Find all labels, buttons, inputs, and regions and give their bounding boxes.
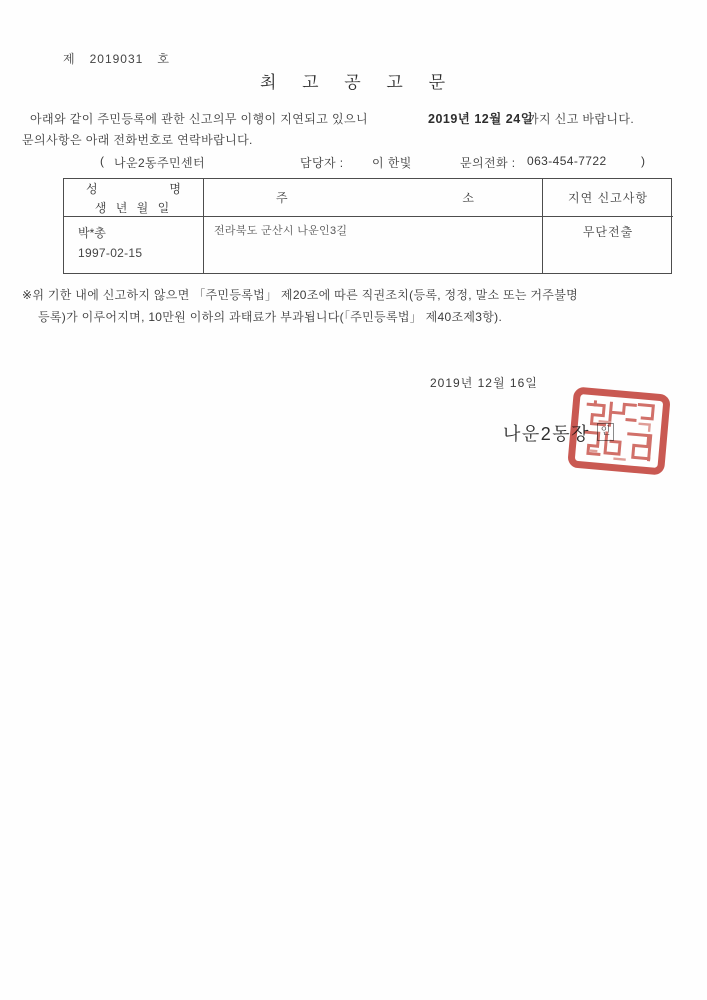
official-red-seal-stamp	[566, 385, 673, 477]
document-number-suffix: 호	[157, 52, 170, 66]
table-header-name-birth	[64, 179, 204, 217]
seal-placeholder-box: 인	[597, 423, 614, 441]
person-name: 박*총	[78, 226, 106, 240]
community-center-name: 나운2동주민센터	[114, 156, 206, 170]
table-cell-address: 전라북도 군산시 나운인3길	[204, 217, 543, 273]
signer-title: 나운2동장	[503, 424, 591, 444]
document-number-value: 2019031	[89, 52, 144, 66]
paren-open: (	[100, 154, 105, 168]
header-birthdate: 생 년 월 일	[94, 200, 173, 215]
table-header-delay-item: 지연 신고사항	[543, 179, 673, 217]
table-cell-delay-item: 무단전출	[582, 225, 634, 239]
document-number-prefix: 제	[63, 52, 76, 66]
intro-text-continued: 까지 신고 바랍니다.	[527, 112, 635, 126]
paren-close: )	[641, 154, 646, 168]
document-number	[63, 50, 170, 67]
inquiry-instruction: 문의사항은 아래 전화번호로 연락바랍니다.	[22, 133, 253, 147]
phone-number: 063-454-7722	[527, 154, 607, 168]
person-birthdate: 1997-02-15	[78, 246, 143, 260]
legal-note-line2: 등록)가 이루어지며, 10만원 이하의 과태료가 부과됩니다(「주민등록법」 제40조제3항).	[38, 310, 503, 324]
contact-line	[0, 154, 707, 172]
issue-date: 2019년 12월 16일	[430, 376, 538, 390]
phone-label: 문의전화 :	[460, 156, 516, 170]
header-name-right: 명	[169, 181, 181, 196]
header-name-left: 성	[86, 181, 98, 196]
legal-note-line1: ※위 기한 내에 신고하지 않으면 「주민등록법」 제20조에 따른 직권조치(등록, 정정, 말소 또는 거주불명	[22, 288, 578, 302]
table-cell-name-birth	[64, 217, 204, 273]
manager-name: 이 한빛	[372, 156, 412, 170]
report-deadline-date: 2019년 12월 24일	[428, 112, 534, 126]
header-address-right: 소	[462, 191, 474, 205]
table-header-address	[204, 179, 543, 217]
delinquency-table	[63, 178, 672, 274]
manager-label: 담당자 :	[300, 156, 344, 170]
page-title: 최 고 공 고 문	[259, 73, 447, 92]
intro-text: 아래와 같이 주민등록에 관한 신고의무 이행이 지연되고 있으니	[30, 112, 368, 126]
header-address-left: 주	[276, 191, 288, 205]
